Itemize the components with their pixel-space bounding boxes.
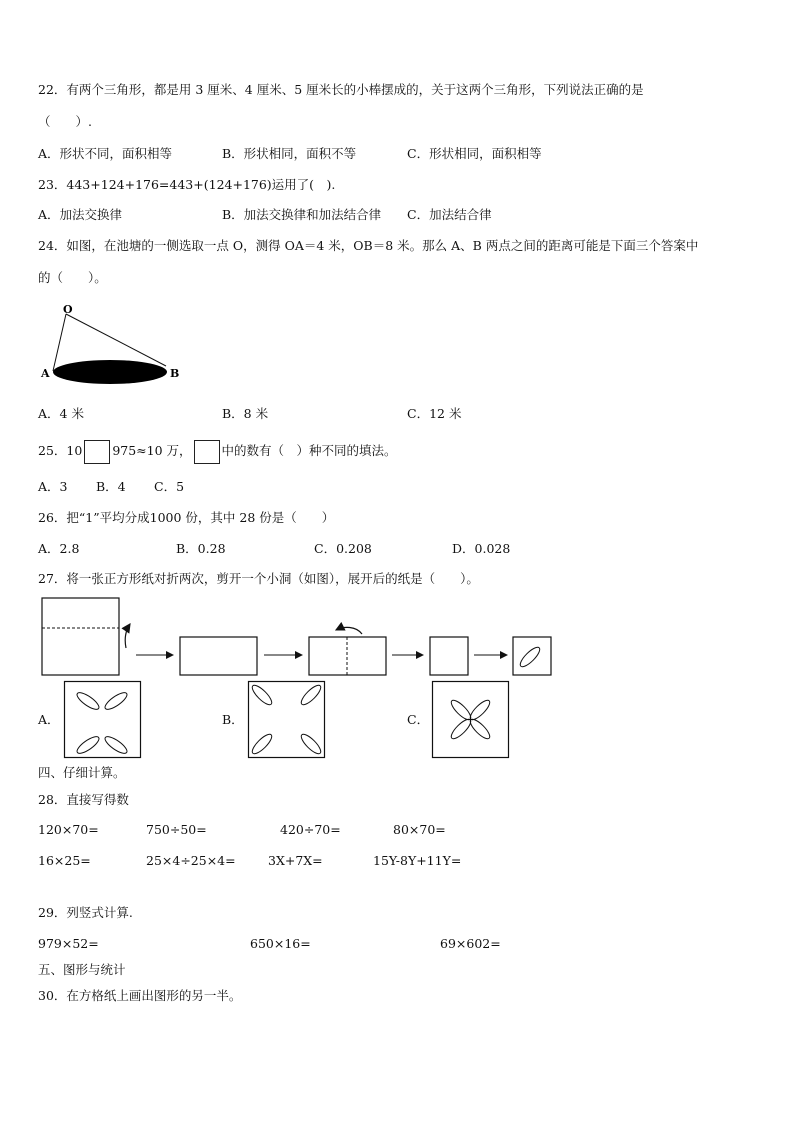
q28-item: 16×25= [38, 853, 91, 868]
q23-option-c: C．加法结合律 [407, 207, 492, 222]
q23-stem: 23．443+124+176=443+(124+176)运用了( ). [38, 177, 336, 192]
q27-option-a-label: A． [38, 712, 60, 727]
q26-stem: 26．把“1”平均分成1000 份，其中 28 份是（ ） [38, 510, 335, 525]
fold-arrow-icon [125, 624, 130, 648]
q27-option-b-label: B． [222, 712, 244, 727]
q28-item: 15Y-8Y+11Y= [373, 853, 462, 868]
fold-arrow-icon-2 [336, 627, 362, 634]
line-ob [66, 314, 166, 366]
q25-stem [38, 438, 397, 464]
q25-part2: 975≈10 万， [112, 443, 192, 458]
answer-box [84, 440, 110, 464]
q27-option-a-figure [64, 681, 142, 759]
q24-stem: 24．如图，在池塘的一侧选取一点 O，测得 OA＝4 米，OB＝8 米。那么 A、B 两点之间的距离可能是下面三个答案中 [38, 238, 699, 253]
q28-item: 120×70= [38, 822, 99, 837]
folded-square [430, 637, 468, 675]
q27-option-c-label: C． [407, 712, 430, 727]
square-paper [42, 598, 119, 675]
q25-part3: 中的数有（ ）种不同的填法。 [221, 443, 397, 458]
q23-option-a: A．加法交换律 [38, 207, 123, 222]
q27-option-c-figure [432, 681, 510, 759]
q27-stem: 27．将一张正方形纸对折两次，剪开一个小洞（如图），展开后的纸是（ ）。 [38, 571, 479, 586]
q24-option-b: B．8 米 [222, 406, 269, 421]
q22-option-c: C．形状相同，面积相等 [407, 146, 542, 161]
section-4-heading: 四、仔细计算。 [38, 765, 126, 780]
label-b: B [170, 367, 180, 380]
answer-box-ref [194, 440, 220, 464]
folded-rectangle [180, 637, 257, 675]
q28-item: 80×70= [393, 822, 446, 837]
q26-option-c: C．0.208 [314, 541, 372, 556]
q28-item: 750÷50= [146, 822, 207, 837]
label-a: A [41, 367, 50, 380]
q22-option-a: A．形状不同，面积相等 [38, 146, 173, 161]
q24-option-c: C．12 米 [407, 406, 462, 421]
q24-option-a: A．4 米 [38, 406, 84, 421]
q22-blank: （ ）. [38, 114, 92, 129]
q28-item: 3X+7X= [268, 853, 323, 868]
folding-sequence-diagram [40, 596, 560, 678]
q27-option-b-figure [248, 681, 326, 759]
q26-option-a: A．2.8 [38, 541, 80, 556]
pond [53, 360, 167, 384]
q28-title: 28．直接写得数 [38, 792, 129, 807]
q28-item: 420÷70= [280, 822, 341, 837]
q25-option-c: C．5 [154, 479, 185, 494]
q22-stem: 22．有两个三角形，都是用 3 厘米、4 厘米、5 厘米长的小棒摆成的，关于这两个三角形，下列说法正确的是 [38, 82, 644, 97]
label-o: O [63, 303, 73, 316]
q29-item: 650×16= [250, 936, 311, 951]
q26-option-b: B．0.28 [176, 541, 226, 556]
q23-option-b: B．加法交换律和加法结合律 [222, 207, 382, 222]
line-oa [53, 314, 66, 371]
pond-diagram [36, 300, 196, 390]
q25-option-a: A．3 [38, 479, 68, 494]
q30-title: 30．在方格纸上画出图形的另一半。 [38, 988, 242, 1003]
q29-item: 979×52= [38, 936, 99, 951]
q25-option-b: B．4 [96, 479, 126, 494]
q22-option-b: B．形状相同，面积不等 [222, 146, 357, 161]
q24-stem-continued: 的（ ）。 [38, 270, 107, 285]
q25-part1: 25．10 [38, 443, 83, 458]
section-5-heading: 五、图形与统计 [38, 962, 126, 977]
q29-title: 29．列竖式计算. [38, 905, 133, 920]
q28-item: 25×4÷25×4= [146, 853, 236, 868]
q29-item: 69×602= [440, 936, 501, 951]
q26-option-d: D．0.028 [452, 541, 511, 556]
